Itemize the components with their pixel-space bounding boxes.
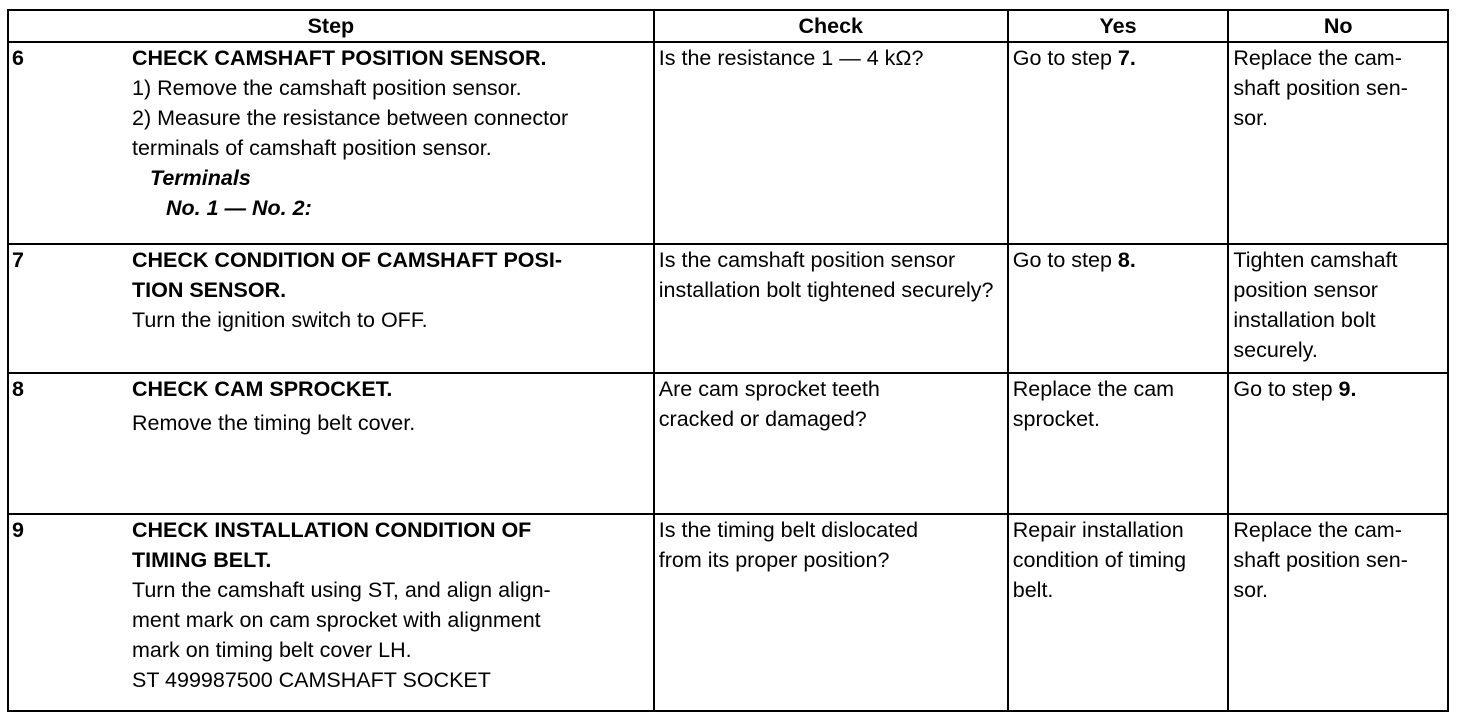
step-instruction: Turn the ignition switch to OFF.	[132, 308, 428, 332]
yes-cell: Repair installation condition of timing belt.	[1008, 514, 1229, 711]
step-title: CHECK INSTALLATION CONDITION OF TIMING BELT.	[132, 518, 532, 572]
no-cell: Tighten camshaft position sensor installation bolt securely.	[1228, 244, 1448, 373]
step-number: 7	[12, 248, 24, 272]
check-cell: Is the resistance 1 — 4 kΩ?	[654, 42, 1008, 244]
check-cell: Is the timing belt dislocated from its proper position?	[654, 514, 1008, 711]
no-cell	[1228, 373, 1448, 514]
step-number: 6	[12, 46, 24, 70]
table-row-step-6	[8, 42, 1448, 244]
step-cell	[8, 42, 654, 244]
step-instruction: Remove the timing belt cover.	[132, 411, 416, 435]
yes-cell	[1008, 244, 1229, 373]
step-number: 8	[12, 377, 24, 401]
no-cell: Replace the cam- shaft position sen- sor.	[1228, 42, 1448, 244]
yes-text: Go to step	[1012, 46, 1118, 70]
check-cell: Is the camshaft position sensor installation bolt tightened securely?	[654, 244, 1008, 373]
no-cell: Replace the cam- shaft position sen- sor.	[1228, 514, 1448, 711]
table-row-step-9	[8, 514, 1448, 711]
step-title: CHECK CAM SPROCKET.	[132, 377, 393, 401]
yes-text: Go to step	[1012, 248, 1118, 272]
check-cell: Are cam sprocket teeth cracked or damaged?	[654, 373, 1008, 514]
column-header-no: No	[1228, 10, 1448, 42]
special-tool-line: ST 499987500 CAMSHAFT SOCKET	[132, 668, 491, 692]
table-header-row	[8, 10, 1448, 42]
step-number: 9	[12, 518, 24, 542]
diagnostic-table-sheet	[7, 9, 1449, 712]
column-header-step: Step	[8, 10, 654, 42]
terminals-label: Terminals	[150, 166, 251, 190]
terminals-value: No. 1 — No. 2:	[166, 196, 312, 220]
step-cell	[8, 244, 654, 373]
step-cell	[8, 373, 654, 514]
yes-step-ref: 8.	[1117, 248, 1136, 272]
no-step-ref: 9.	[1338, 377, 1357, 401]
step-title: CHECK CONDITION OF CAMSHAFT POSI- TION SENSOR.	[132, 248, 562, 302]
yes-step-ref: 7.	[1117, 46, 1136, 70]
table-row-step-8	[8, 373, 1448, 514]
column-header-check: Check	[654, 10, 1008, 42]
step-instruction: 2) Measure the resistance between connector terminals of camshaft position sensor.	[132, 106, 569, 160]
no-text: Go to step	[1233, 377, 1339, 401]
column-header-yes: Yes	[1008, 10, 1229, 42]
table-row-step-7	[8, 244, 1448, 373]
yes-cell	[1008, 42, 1229, 244]
diagnostic-procedure-table	[7, 9, 1449, 712]
yes-cell: Replace the cam sprocket.	[1008, 373, 1229, 514]
step-instruction: Turn the camshaft using ST, and align align- ment mark on cam sprocket with alignment mark on timing belt cover LH.	[132, 578, 551, 662]
step-cell	[8, 514, 654, 711]
step-instruction: 1) Remove the camshaft position sensor.	[132, 76, 522, 100]
step-title: CHECK CAMSHAFT POSITION SENSOR.	[132, 46, 547, 70]
